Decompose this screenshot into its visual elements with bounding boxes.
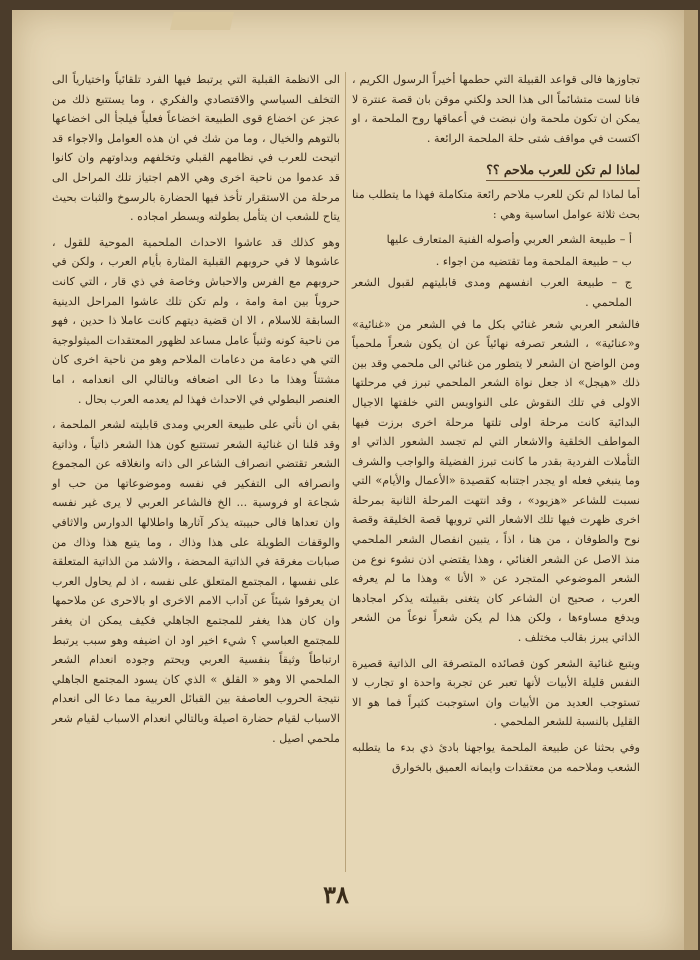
list-item: ج – طبيعة العرب انفسهم ومدى قابليتهم لقبول الشعر الملحمي . [352,276,632,309]
paragraph: الى الانظمة القبلية التي يرتبط فيها الفرد تلقائياً واختيارياً الى التخلف السياسي والاقتصادي والفكري ، وما يستتبع ذلك من عجز عن اخضاع قوى الطبيعة اخضاعاً فعلياً فيلجأ الى اخضاعها بالتوهم والخيال ، وما من شك في ان هذه العوامل والاجواء قد اتيحت للعرب في نظامهم القبلي وتخلفهم وبداوتهم وان كانوا قد عدموا من ناحية اخرى وهي الاهم اجتياز تلك المراحل الى مرحلة من الاستقرار تأخذ فيها الحضارة بالرسوخ والثبات بحيث يتاح للشعب ان يتأمل بطولته ويسطر امجاده . [52,73,340,224]
list-item: ب – طبيعة الملحمة وما تقتضيه من اجواء . [435,254,632,268]
page-number: ٣٨ [323,880,349,909]
paragraph: فالشعر العربي شعر غنائي بكل ما في الشعر من «غنائية» و«عنائية» ، الشعر تصرفه نهائياً عن ان يكون شعراً ملحمياً ومن الواضح ان الشعر لا يتطور من غنائي الى ملحمي وقد بين ذلك «هيجل» اذ جعل نواة الشعر الملحمي تبرز في مرحلتها الاولى في تلك النقوش على النواويس التي خلفتها الاجيال البدائية كانت مرحلة اولى تلتها مرحلة اخرى برزت فيها المواطف الخلقية والاشعار التي لم تجسد الشعور الذاتي او التأملات الفردية بقدر ما كانت تبرز الفضيلة والواجب والشرف وما ينبغي فعله او يجدر اجتنابه كقصيدة «الأعمال والأيام» التي نسبت للشاعر «هزيود» ، وقد انتهت المرحلة الثانية بمرحلة اخرى ظهرت فيها تلك الاشعار التي ترويها قصة الخليقة وقصة نوح والطوفان ، من هنا ، اذاً ، يتبين انفصال الشعر الملحمي منذ الاصل عن الشعر الغنائي ، وهذا يقتضي اذن نشوء نوع من الشعر الموضوعي المتجرد عن « الأنا » وهذا ما لم يعرفه العرب ، صحيح ان الشاعر كان يتغنى بقبيلته يذكر امجادها ويدفع مساوءها ، ولكن هذا لم يكن شعراً نوعاً من الشعر الذاتي يبرز بقالب مختلف . [352,317,640,645]
section-heading: لماذا لم تكن للعرب ملاحم ؟؟ [486,160,640,181]
paragraph: وهو كذلك قد عاشوا الاحداث الملحمية الموحية للقول ، عاشوها لا في حروبهم القبلية المثارة بأيام العرب ، ولكن في حروبهم مع الفرس والاحباش وخاصة في ذي قار ، التي كانت حروباً بين امة وامة ، ولم تكن تلك عاشوا المراحل الدينية السابقة للاسلام ، الا ان قضية ديتهم كانت عاملا ذا حدين ، فهو من ناحية كونه وثنياً عامل مساعد لظهور المعتقدات الميثولوجية التي هي دعامة من دعامات الملاحم وهو من ناحية اخرى كان مشتتاً وهذا ما دعا الى اضعافه وبالتالي الى انعدامه ، اما العنصر البطولي في الاحداث فهذا لم يعدمه العرب بحال . [52,235,340,406]
left-column [52,70,340,754]
column-divider [345,72,346,872]
right-column [352,70,640,783]
paragraph: بقي ان نأتي على طبيعة العربي ومدى قابليته لشعر الملحمة ، وقد قلنا ان غنائية الشعر تستتبع كون هذا الشعر ذاتياً ، وذاتية الشعر تقتضي انصراف الشاعر الى ذاته وانغلاقه عن المجموع وانصرافه الى التفكير في نفسه وموضوعاتها من حب او شجاعة او فروسية ... الخ فالشاعر العربي لا يرى غير نفسه وان تعداها فالى حبيبته يذكر آثارها واطلالها الدوارس والاثافي والوقفات الطويلة على هذا وذاك ، وما يتبع هذا وذاك من صبابات مغرقة في الذاتية المحضة ، والاشد من الذاتية المتعلقة على نفسها ، المجتمع المتعلق على نفسه ، اذ لم يحاول العرب ان يعرفوا شيئاً عن آداب الامم الاخرى او بالاحرى عن ملاحمها وان كان هذا يغفر للمجتمع الجاهلي فكيف يمكن ان يغفر للمجتمع العباسي ؟ شيء اخير اود ان اضيفه وهو سبب يرتبط ارتباطاً وثيقاً بنفسية العربي ويحتم وجوده انعدام الشعر الملحمي الا وهو « القلق » الذي كان يسود المجتمع الجاهلي نتيجة الحروب العاصفة بين القبائل العربية مما دعا الى انعدام الاسباب لقيام حضارة اصيلة وبالتالي انعدام الاسباب لقيام شعر ملحمي اصيل . [52,418,340,745]
paragraph: ويتبع غنائية الشعر كون قصائده المتصرفة الى الذاتية قصيرة النفس قليلة الأبيات لأنها تعبر عن تجربة واحدة او تجارب لا تستوجب العديد من الأبيات وان استوجبت كثيراً فما هو الا القليل بالنسبة للشعر الملحمي . [352,656,640,729]
page-tab [170,12,234,30]
list-item: أ – طبيعة الشعر العربي وأصوله الفنية المتعارف عليها [386,233,632,247]
paragraph: وفي بحثنا عن طبيعة الملحمة يواجهنا بادئ ذي بدء ما يتطلبه الشعب وملاحمه من معتقدات وايمانه العميق بالخوارق [352,741,640,774]
paragraph: أما لماذا لم تكن للعرب ملاحم رائعة متكاملة فهذا ما يتطلب منا بحث ثلاثة عوامل اساسية وهي : [352,187,640,221]
paragraph: تجاوزها فالى قواعد القبيلة التي حطمها أخيراً الرسول الكريم ، فانا لست متشائماً الى هذا الحد ولكني موقن بان قصة عنترة لا يمكن ان تكون ملحمة وان نبضت في أعماقها روح الملحمة ، او اكتست في مواقف شتى حلة الملحمة الرائعة . [352,73,640,145]
